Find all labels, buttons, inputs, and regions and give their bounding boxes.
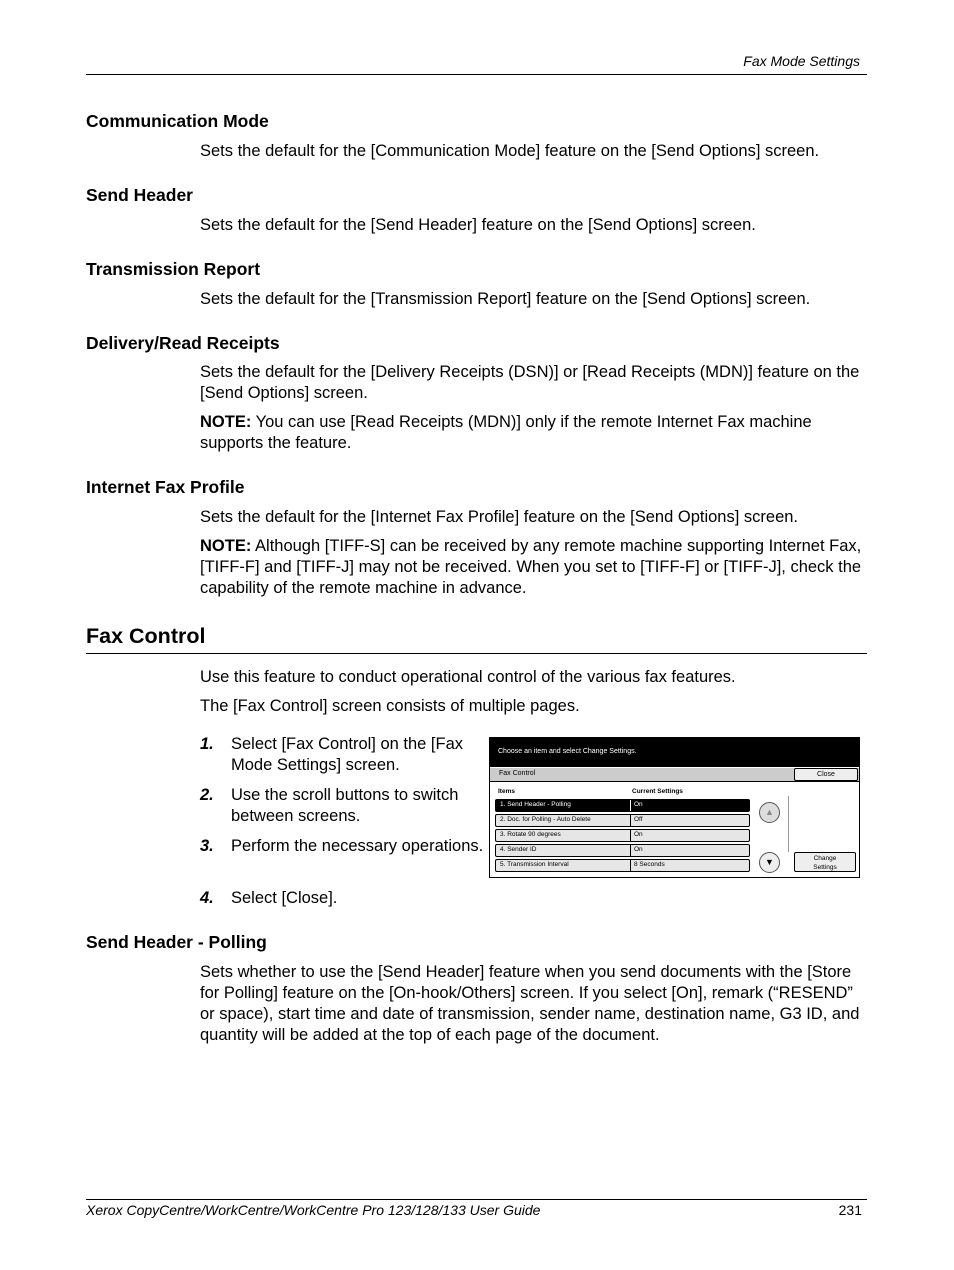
row-item: 4. Sender ID	[500, 846, 537, 853]
step-text: Perform the necessary operations.	[231, 837, 484, 855]
heading-communication-mode: Communication Mode	[86, 111, 269, 131]
paragraph-fax-control-pages: The [Fax Control] screen consists of multiple pages.	[200, 697, 580, 715]
screen-prompt: Choose an item and select Change Settings.	[498, 748, 637, 755]
paragraph-delivery-read-receipts: Sets the default for the [Delivery Receipts (DSN)] or [Read Receipts (MDN)] feature on the [Send Options] screen.	[200, 363, 860, 402]
close-button[interactable]: Close	[794, 768, 858, 781]
heading-rule	[86, 653, 867, 654]
row-item: 5. Transmission Interval	[500, 861, 569, 868]
note-label: NOTE:	[200, 537, 252, 555]
footer-rule	[86, 1199, 867, 1200]
divider	[788, 796, 789, 852]
paragraph-internet-fax-profile: Sets the default for the [Internet Fax Profile] feature on the [Send Options] screen.	[200, 508, 799, 526]
paragraph-transmission-report: Sets the default for the [Transmission Report] feature on the [Send Options] screen.	[200, 290, 811, 308]
settings-row[interactable]	[495, 829, 750, 842]
settings-row[interactable]	[495, 799, 750, 812]
step-text: Select [Fax Control] on the [Fax Mode Settings] screen.	[231, 735, 464, 774]
settings-row[interactable]	[495, 859, 750, 872]
screen-title: Fax Control	[499, 770, 536, 777]
settings-row[interactable]	[495, 814, 750, 827]
running-header: Fax Mode Settings	[743, 53, 860, 69]
settings-row[interactable]	[495, 844, 750, 857]
step-number: 2.	[200, 786, 214, 804]
page-number: 231	[838, 1202, 862, 1218]
heading-delivery-read-receipts: Delivery/Read Receipts	[86, 333, 280, 353]
heading-transmission-report: Transmission Report	[86, 259, 261, 279]
note-delivery-read-receipts	[200, 412, 868, 454]
row-value: On	[634, 831, 643, 838]
step-number: 3.	[200, 837, 214, 855]
paragraph-send-header: Sets the default for the [Send Header] feature on the [Send Options] screen.	[200, 216, 756, 234]
heading-fax-control: Fax Control	[86, 624, 206, 648]
scroll-up-icon[interactable]: ▲	[759, 802, 780, 823]
scroll-down-icon[interactable]: ▼	[759, 852, 780, 873]
step-number: 4.	[200, 889, 214, 907]
paragraph-fax-control-intro: Use this feature to conduct operational control of the various fax features.	[200, 668, 736, 686]
heading-send-header: Send Header	[86, 185, 193, 205]
fax-control-screenshot	[489, 737, 860, 878]
header-rule	[86, 74, 867, 75]
row-item: 1. Send Header - Polling	[500, 801, 571, 808]
step-number: 1.	[200, 735, 214, 753]
row-value: On	[634, 801, 643, 808]
row-item: 2. Doc. for Polling - Auto Delete	[500, 816, 591, 823]
note-label: NOTE:	[200, 413, 252, 431]
note-text: You can use [Read Receipts (MDN)] only if the remote Internet Fax machine supports the feature.	[200, 413, 812, 452]
note-text: Although [TIFF-S] can be received by any remote machine supporting Internet Fax, [TIFF-F] and [TIFF-J] may not be received. When you set to [TIFF-F] or [TIFF-J], check the capability of the remote machine in advance.	[200, 537, 862, 597]
step-text: Use the scroll buttons to switch between screens.	[231, 786, 459, 825]
note-internet-fax-profile	[200, 536, 868, 599]
change-settings-label-2: Settings	[813, 864, 837, 871]
screen-message-bar	[490, 738, 859, 767]
footer-guide-title: Xerox CopyCentre/WorkCentre/WorkCentre Pro 123/128/133 User Guide	[86, 1202, 541, 1218]
heading-send-header-polling: Send Header - Polling	[86, 932, 267, 952]
paragraph-communication-mode: Sets the default for the [Communication Mode] feature on the [Send Options] screen.	[200, 142, 820, 160]
row-value: 8 Seconds	[634, 861, 665, 868]
column-header-current-settings: Current Settings	[632, 788, 683, 795]
change-settings-button[interactable]	[794, 852, 856, 872]
row-value: On	[634, 846, 643, 853]
heading-internet-fax-profile: Internet Fax Profile	[86, 477, 245, 497]
paragraph-send-header-polling: Sets whether to use the [Send Header] feature when you send documents with the [Store for Polling] feature on the [On-hook/Others] screen. If you select [On], remark (“RESEND” or space), start time and date of transmission, sender name, destination name, G3 ID, and quantity will be added at the top of each page of the document.	[200, 963, 860, 1044]
row-item: 3. Rotate 90 degrees	[500, 831, 561, 838]
screen-title-bar	[490, 768, 859, 782]
change-settings-label-1: Change	[813, 855, 837, 862]
column-header-items: Items	[498, 788, 515, 795]
step-text: Select [Close].	[231, 889, 338, 907]
row-value: Off	[634, 816, 643, 823]
